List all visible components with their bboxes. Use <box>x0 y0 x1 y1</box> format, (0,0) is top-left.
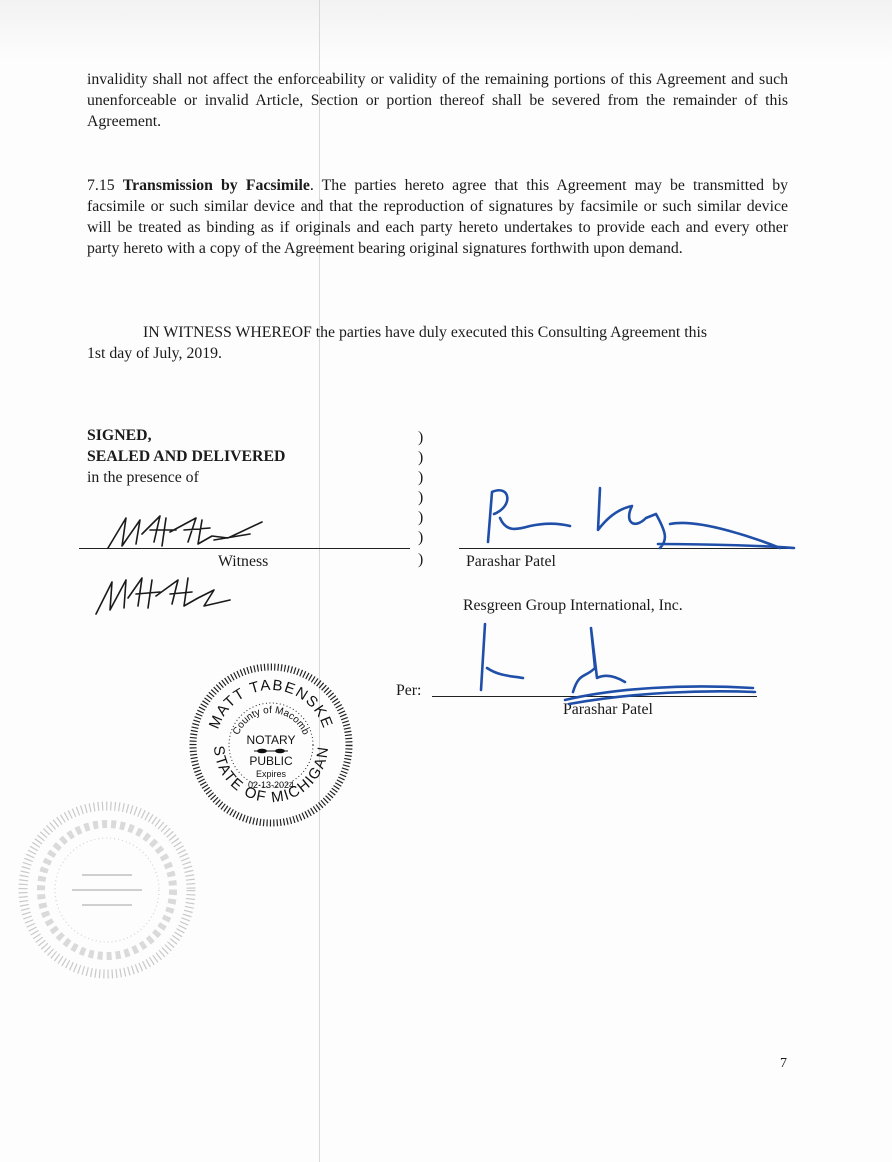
paren-2: ) <box>418 449 424 466</box>
seal-public: PUBLIC <box>249 754 293 768</box>
witness-label: Witness <box>218 553 269 570</box>
witness-clause-line1: IN WITNESS WHEREOF the parties have duly executed this Consulting Agreement this <box>143 324 708 341</box>
section-number: 7.15 <box>87 177 115 194</box>
paren-4: ) <box>418 489 424 506</box>
seal-state: STATE OF MICHIGAN <box>209 744 333 807</box>
scan-shadow <box>0 0 892 60</box>
paren-5: ) <box>418 509 424 526</box>
section-7-15 <box>87 175 788 259</box>
witness-signature <box>100 512 270 554</box>
embossed-seal <box>12 795 202 985</box>
seal-ornament-icon <box>254 749 288 754</box>
paragraph-continuation: invalidity shall not affect the enforceability or validity of the remaining portions of this Agreement and such unenforceable or invalid Article, Section or portion thereof shall be severed from the remainder of this Agreement. <box>87 71 788 130</box>
signatory-signature <box>470 478 800 558</box>
seal-expires: Expires <box>255 769 287 779</box>
paren-1: ) <box>418 429 424 446</box>
paren-7: ) <box>418 551 424 568</box>
per-label: Per: <box>396 682 422 699</box>
paren-3: ) <box>418 469 424 486</box>
notary-seal <box>186 660 356 830</box>
company-signatory-signature <box>465 618 765 718</box>
presence-label: in the presence of <box>87 469 199 486</box>
witness-clause-line2: 1st day of July, 2019. <box>87 345 222 362</box>
witness-initials <box>90 570 240 620</box>
seal-county: County of Macomb <box>231 704 311 737</box>
paren-6: ) <box>418 529 424 546</box>
signed-label: SIGNED, <box>87 427 152 444</box>
seal-expiry-date: 02-13-2024 <box>247 780 295 790</box>
seal-name: MATT TABENSKE <box>205 676 337 732</box>
seal-notary: NOTARY <box>246 733 296 747</box>
company-name: Resgreen Group International, Inc. <box>463 597 683 614</box>
page-number: 7 <box>780 1056 787 1071</box>
section-body: . The parties hereto agree that this Agreement may be transmitted by facsimile or such similar device and that the reproduction of signatures by facsimile or such similar device will be treated as binding as if originals and each party hereto undertakes to provide each and every other party hereto with a copy of the Agreement bearing original signatures forthwith upon demand. <box>87 177 788 257</box>
company-signatory-name: Parashar Patel <box>563 701 653 718</box>
signatory-name: Parashar Patel <box>466 553 556 570</box>
sealed-delivered-label: SEALED AND DELIVERED <box>87 448 286 465</box>
section-heading: Transmission by Facsimile <box>122 177 310 194</box>
